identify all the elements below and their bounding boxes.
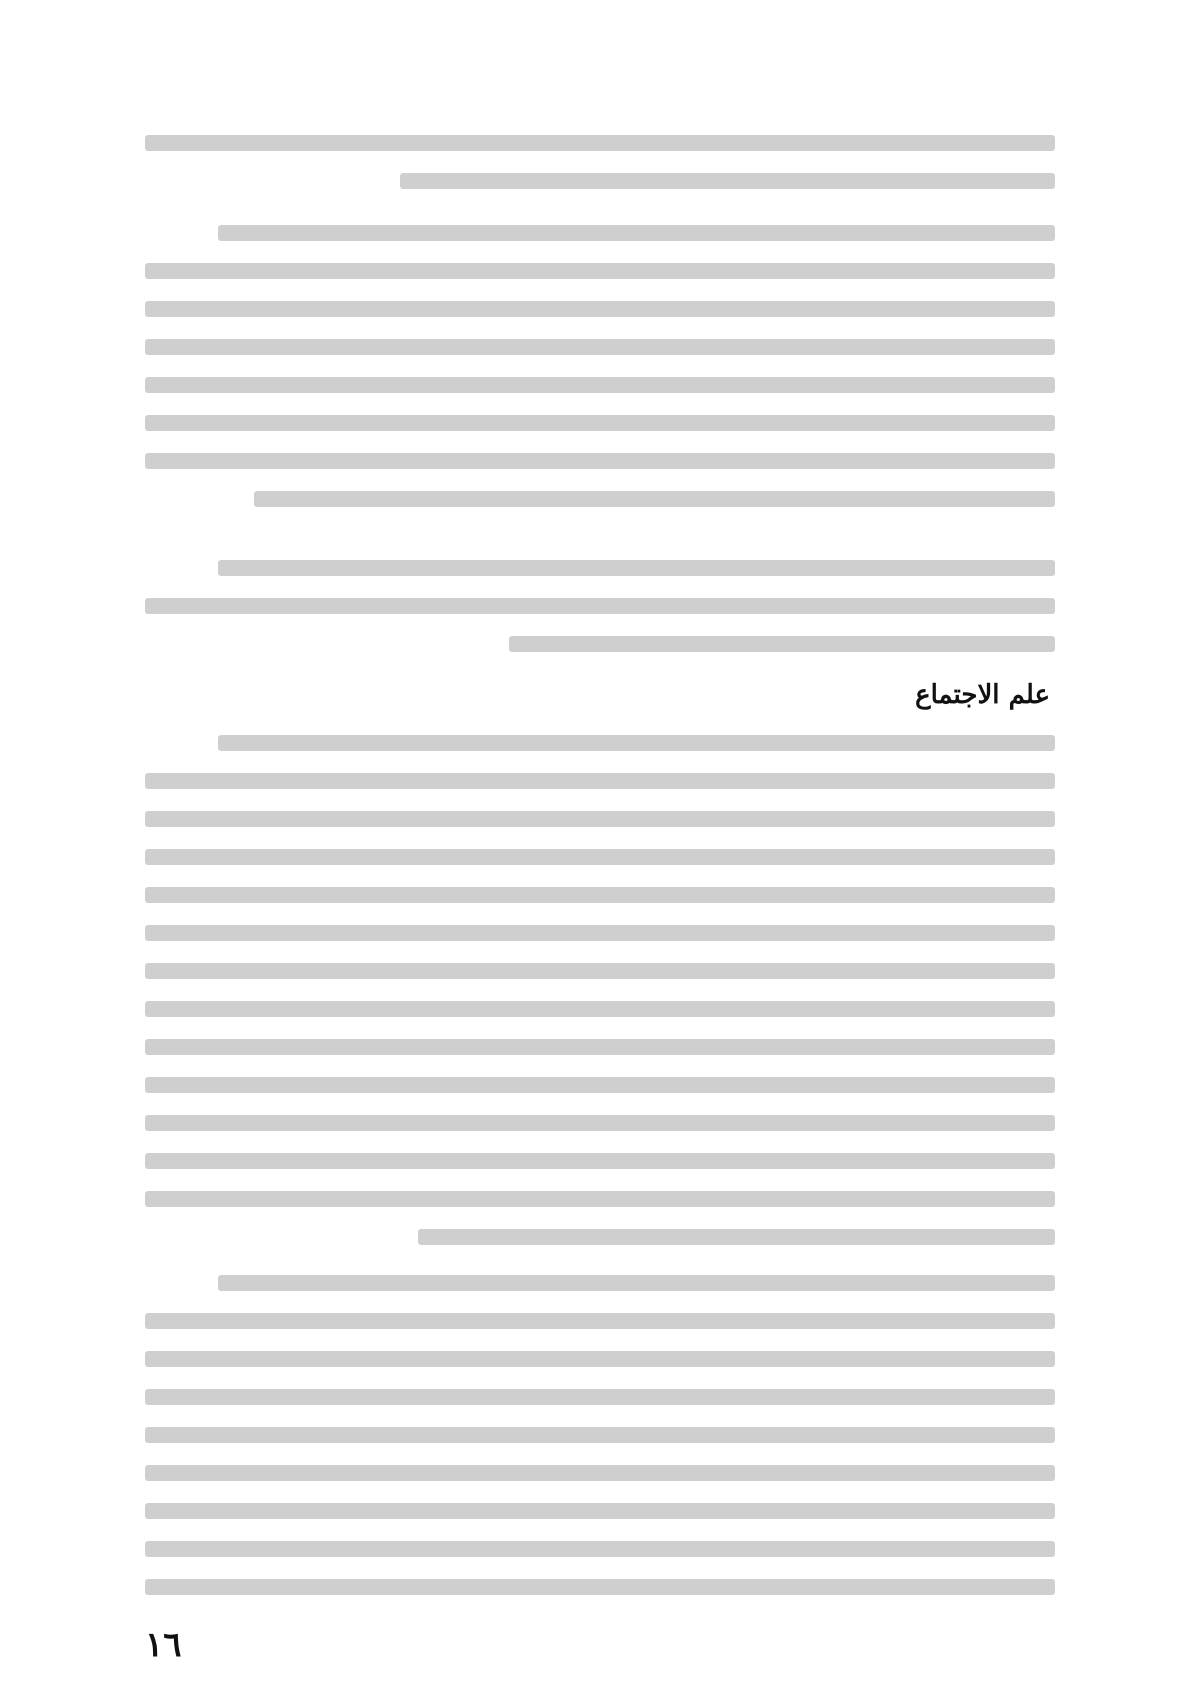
paragraph-1955-journal <box>145 225 1055 529</box>
paragraph-sociology <box>145 735 1055 1267</box>
section-heading: علم الاجتماع <box>915 680 1050 710</box>
page-number: ١٦ <box>145 1625 182 1665</box>
paragraph-publications <box>145 1275 1055 1617</box>
paragraph-department <box>145 560 1055 674</box>
paragraph-intro <box>145 135 1055 211</box>
